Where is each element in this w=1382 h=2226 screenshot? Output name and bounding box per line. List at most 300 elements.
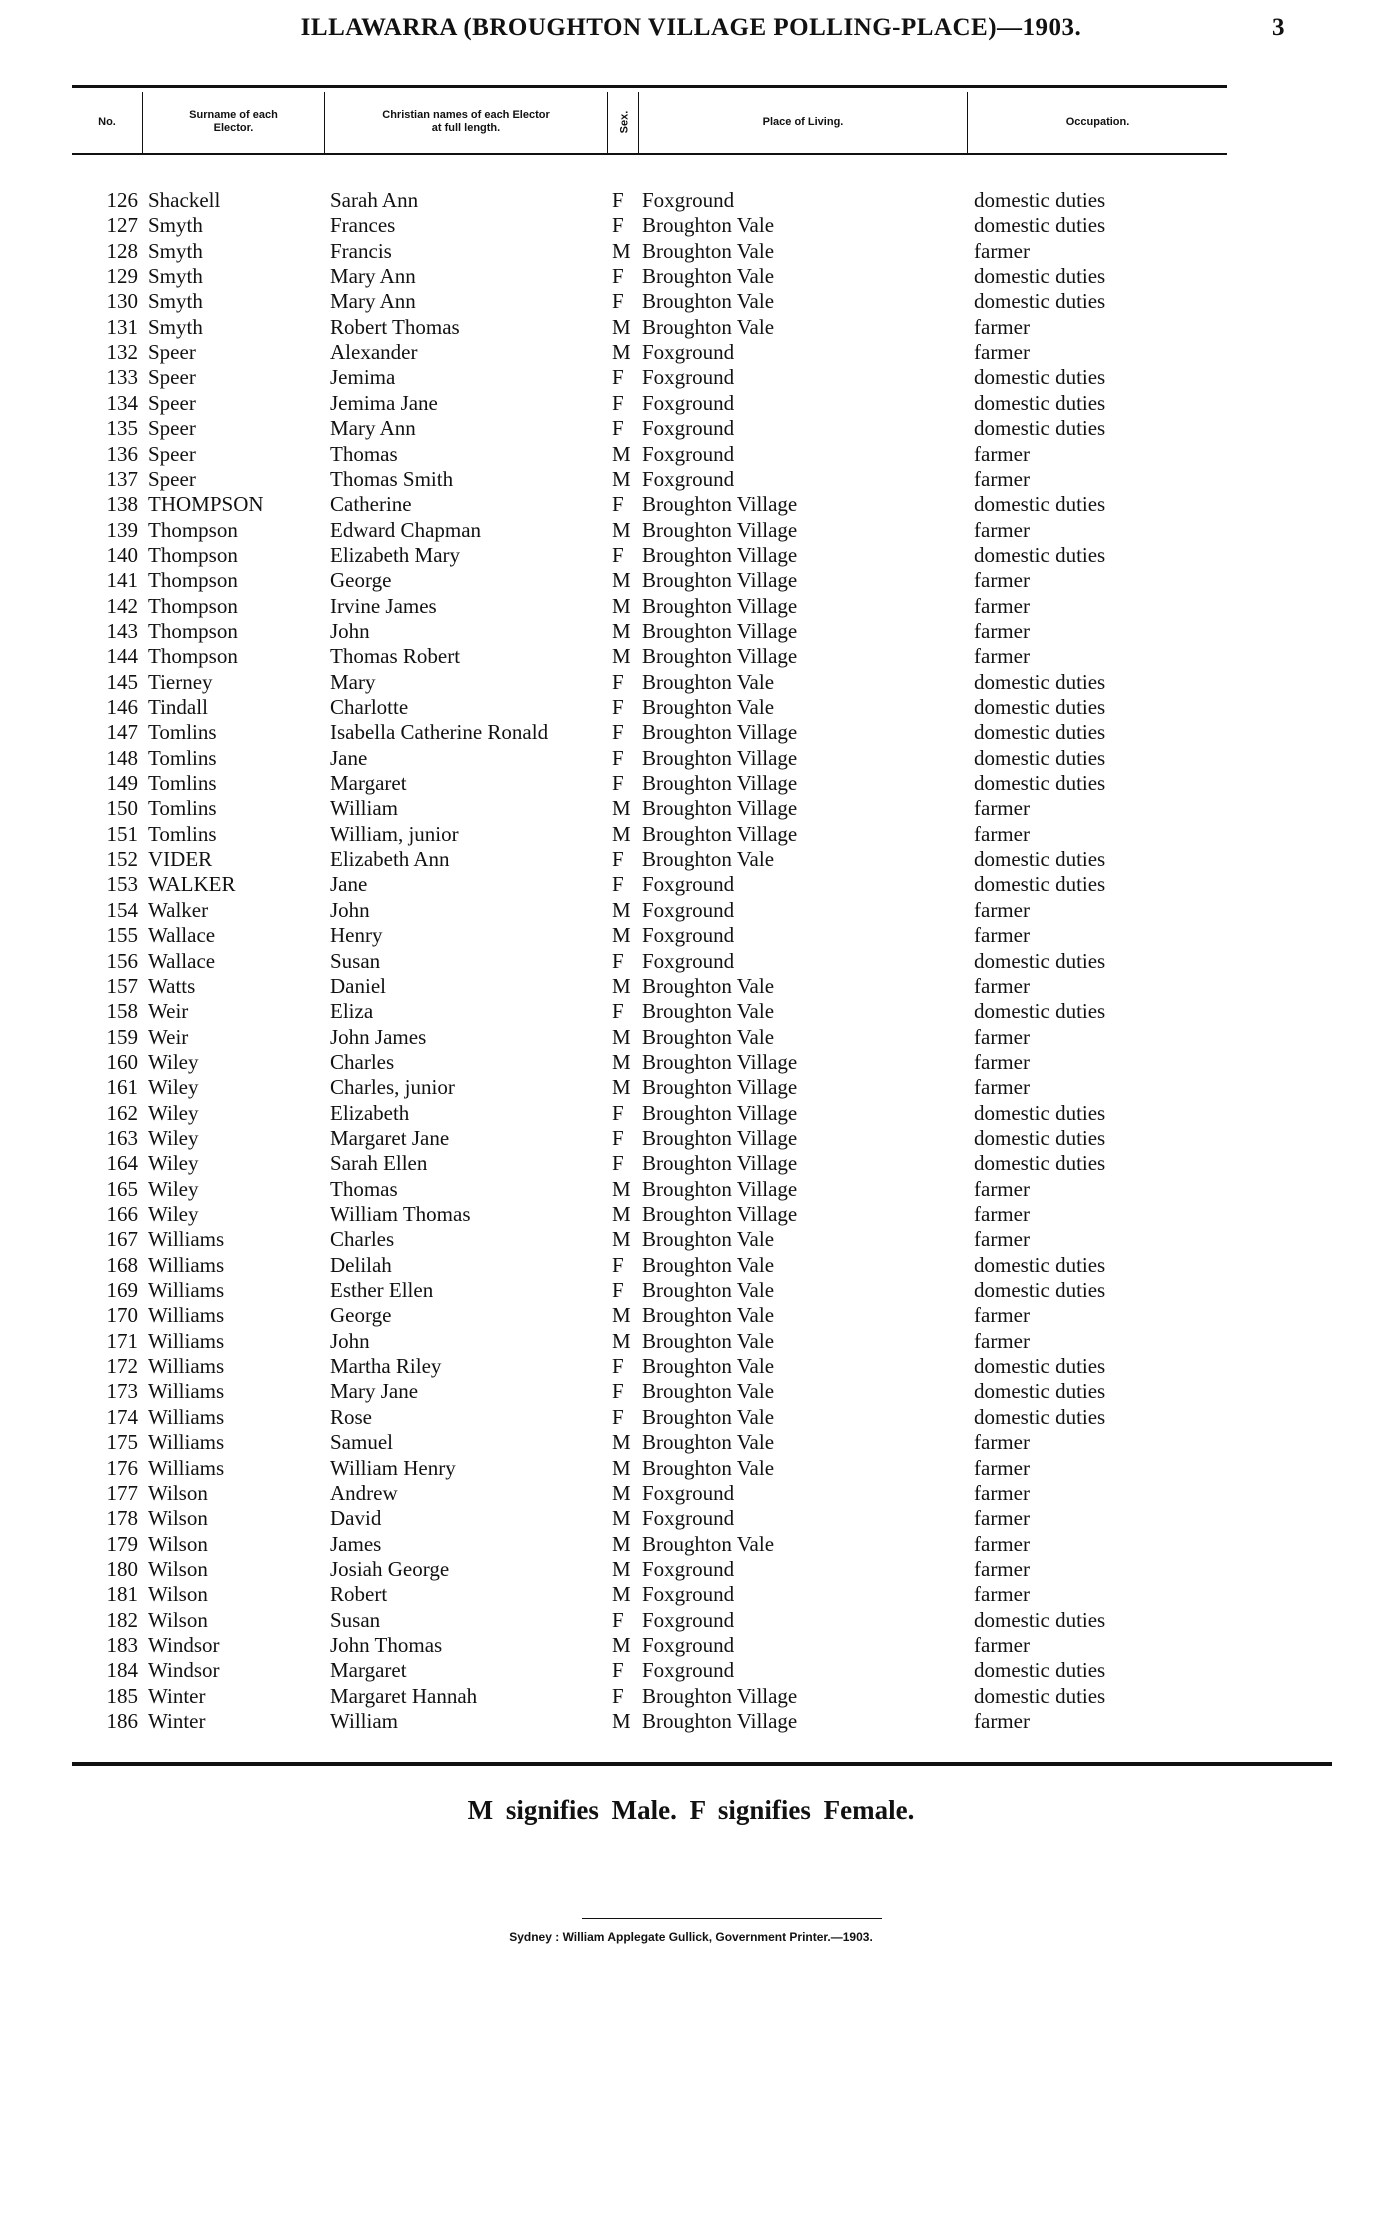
table-row — [0, 543, 1382, 568]
column-header-sex — [612, 92, 636, 152]
elector-sex: M — [612, 1075, 631, 1099]
elector-christian-names: Esther Ellen — [330, 1278, 434, 1302]
elector-sex: M — [612, 898, 631, 922]
table-row — [0, 239, 1382, 264]
elector-number: 155 — [106, 923, 138, 947]
elector-occupation: farmer — [974, 898, 1030, 922]
table-row — [0, 999, 1382, 1024]
elector-sex: M — [612, 442, 631, 466]
elector-christian-names: Margaret Hannah — [330, 1684, 478, 1708]
elector-number: 161 — [106, 1075, 138, 1099]
elector-number: 175 — [106, 1430, 138, 1454]
elector-occupation: domestic duties — [974, 1405, 1106, 1429]
elector-surname: Windsor — [148, 1633, 220, 1657]
table-row — [0, 1050, 1382, 1075]
elector-christian-names: Mary — [330, 670, 376, 694]
elector-place-of-living: Broughton Vale — [642, 1379, 775, 1403]
table-row — [0, 619, 1382, 644]
elector-surname: Wallace — [148, 949, 216, 973]
elector-christian-names: Sarah Ellen — [330, 1151, 428, 1175]
elector-christian-names: Josiah George — [330, 1557, 450, 1581]
elector-christian-names: Martha Riley — [330, 1354, 442, 1378]
elector-place-of-living: Broughton Vale — [642, 1456, 775, 1480]
elector-christian-names: Charles, junior — [330, 1075, 455, 1099]
elector-place-of-living: Broughton Village — [642, 594, 798, 618]
elector-number: 156 — [106, 949, 138, 973]
elector-christian-names: Thomas Robert — [330, 644, 461, 668]
elector-number: 169 — [106, 1278, 138, 1302]
table-row — [0, 1582, 1382, 1607]
elector-christian-names: James — [330, 1532, 382, 1556]
elector-place-of-living: Broughton Vale — [642, 695, 775, 719]
elector-sex: F — [612, 1126, 624, 1150]
elector-surname: Wilson — [148, 1506, 208, 1530]
elector-surname: Williams — [148, 1253, 225, 1277]
elector-place-of-living: Foxground — [642, 1557, 735, 1581]
elector-number: 138 — [106, 492, 138, 516]
elector-number: 129 — [106, 264, 138, 288]
elector-surname: Walker — [148, 898, 209, 922]
elector-number: 178 — [106, 1506, 138, 1530]
elector-christian-names: Edward Chapman — [330, 518, 482, 542]
elector-number: 134 — [106, 391, 138, 415]
elector-occupation: domestic duties — [974, 771, 1106, 795]
column-header-place: Place of Living. — [762, 115, 844, 128]
elector-christian-names: Henry — [330, 923, 383, 947]
elector-place-of-living: Foxground — [642, 467, 735, 491]
table-row — [0, 340, 1382, 365]
elector-christian-names: Robert — [330, 1582, 388, 1606]
elector-number: 159 — [106, 1025, 138, 1049]
elector-christian-names: Thomas — [330, 442, 398, 466]
elector-place-of-living: Foxground — [642, 1481, 735, 1505]
elector-christian-names: Samuel — [330, 1430, 393, 1454]
elector-number: 183 — [106, 1633, 138, 1657]
elector-place-of-living: Broughton Vale — [642, 1532, 775, 1556]
elector-sex: F — [612, 1379, 624, 1403]
elector-occupation: farmer — [974, 796, 1030, 820]
table-row — [0, 1354, 1382, 1379]
elector-occupation: domestic duties — [974, 1354, 1106, 1378]
elector-christian-names: Delilah — [330, 1253, 392, 1277]
table-row — [0, 213, 1382, 238]
elector-surname: Wiley — [148, 1151, 199, 1175]
elector-christian-names: George — [330, 568, 392, 592]
table-row — [0, 1253, 1382, 1278]
elector-occupation: farmer — [974, 1050, 1030, 1074]
elector-place-of-living: Broughton Vale — [642, 1405, 775, 1429]
elector-surname: Tomlins — [148, 746, 217, 770]
elector-surname: Williams — [148, 1303, 225, 1327]
elector-place-of-living: Broughton Village — [642, 1126, 798, 1150]
elector-occupation: domestic duties — [974, 365, 1106, 389]
elector-number: 141 — [106, 568, 138, 592]
elector-place-of-living: Broughton Vale — [642, 1227, 775, 1251]
elector-christian-names: Mary Jane — [330, 1379, 419, 1403]
elector-occupation: domestic duties — [974, 1658, 1106, 1682]
elector-place-of-living: Broughton Vale — [642, 213, 775, 237]
elector-occupation: farmer — [974, 518, 1030, 542]
elector-occupation: domestic duties — [974, 1253, 1106, 1277]
elector-number: 171 — [106, 1329, 138, 1353]
elector-number: 164 — [106, 1151, 138, 1175]
elector-occupation: farmer — [974, 1481, 1030, 1505]
elector-surname: THOMPSON — [148, 492, 264, 516]
table-row — [0, 594, 1382, 619]
elector-sex: M — [612, 594, 631, 618]
elector-occupation: domestic duties — [974, 1151, 1106, 1175]
elector-number: 150 — [106, 796, 138, 820]
elector-christian-names: Rose — [330, 1405, 372, 1429]
elector-sex: F — [612, 1101, 624, 1125]
elector-christian-names: William — [330, 796, 398, 820]
elector-number: 143 — [106, 619, 138, 643]
elector-surname: Smyth — [148, 264, 203, 288]
elector-place-of-living: Broughton Vale — [642, 670, 775, 694]
elector-christian-names: Daniel — [330, 974, 386, 998]
elector-occupation: domestic duties — [974, 695, 1106, 719]
elector-place-of-living: Broughton Village — [642, 1684, 798, 1708]
elector-number: 184 — [106, 1658, 138, 1682]
elector-number: 177 — [106, 1481, 138, 1505]
elector-christian-names: William, junior — [330, 822, 459, 846]
elector-christian-names: Mary Ann — [330, 289, 416, 313]
table-row — [0, 1329, 1382, 1354]
elector-surname: Wiley — [148, 1075, 199, 1099]
elector-sex: M — [612, 822, 631, 846]
elector-christian-names: Thomas Smith — [330, 467, 454, 491]
elector-sex: F — [612, 391, 624, 415]
elector-sex: M — [612, 239, 631, 263]
header-bottom-rule — [72, 153, 1227, 155]
elector-sex: M — [612, 923, 631, 947]
elector-christian-names: John Thomas — [330, 1633, 443, 1657]
elector-place-of-living: Broughton Vale — [642, 847, 775, 871]
elector-occupation: domestic duties — [974, 264, 1106, 288]
elector-place-of-living: Broughton Vale — [642, 1278, 775, 1302]
elector-christian-names: Margaret — [330, 771, 407, 795]
elector-occupation: farmer — [974, 923, 1030, 947]
elector-surname: Tomlins — [148, 822, 217, 846]
elector-sex: M — [612, 1582, 631, 1606]
elector-number: 147 — [106, 720, 138, 744]
elector-number: 139 — [106, 518, 138, 542]
table-row — [0, 315, 1382, 340]
table-row — [0, 720, 1382, 745]
elector-sex: M — [612, 568, 631, 592]
elector-place-of-living: Foxground — [642, 1633, 735, 1657]
table-row — [0, 822, 1382, 847]
elector-occupation: farmer — [974, 1532, 1030, 1556]
elector-number: 160 — [106, 1050, 138, 1074]
elector-occupation: domestic duties — [974, 949, 1106, 973]
elector-christian-names: William — [330, 1709, 398, 1733]
elector-place-of-living: Broughton Vale — [642, 239, 775, 263]
table-row — [0, 1075, 1382, 1100]
elector-surname: Weir — [148, 999, 189, 1023]
table-row — [0, 1227, 1382, 1252]
elector-sex: F — [612, 949, 624, 973]
elector-place-of-living: Foxground — [642, 340, 735, 364]
elector-occupation: domestic duties — [974, 1608, 1106, 1632]
elector-surname: Watts — [148, 974, 196, 998]
elector-occupation: farmer — [974, 340, 1030, 364]
elector-occupation: domestic duties — [974, 1278, 1106, 1302]
elector-occupation: domestic duties — [974, 872, 1106, 896]
table-row — [0, 1658, 1382, 1683]
elector-sex: F — [612, 1684, 624, 1708]
elector-place-of-living: Foxground — [642, 1658, 735, 1682]
elector-number: 163 — [106, 1126, 138, 1150]
table-row — [0, 568, 1382, 593]
table-row — [0, 1684, 1382, 1709]
table-row — [0, 1151, 1382, 1176]
table-row — [0, 746, 1382, 771]
elector-surname: Wiley — [148, 1202, 199, 1226]
elector-place-of-living: Foxground — [642, 923, 735, 947]
elector-surname: Speer — [148, 391, 196, 415]
elector-number: 142 — [106, 594, 138, 618]
elector-surname: Speer — [148, 442, 196, 466]
elector-surname: Speer — [148, 416, 196, 440]
elector-christian-names: Elizabeth — [330, 1101, 410, 1125]
table-row — [0, 847, 1382, 872]
elector-sex: F — [612, 213, 624, 237]
elector-number: 167 — [106, 1227, 138, 1251]
elector-christian-names: Francis — [330, 239, 392, 263]
elector-christian-names: Jane — [330, 746, 368, 770]
elector-place-of-living: Broughton Vale — [642, 974, 775, 998]
elector-sex: F — [612, 720, 624, 744]
elector-occupation: farmer — [974, 1227, 1030, 1251]
elector-number: 185 — [106, 1684, 138, 1708]
elector-place-of-living: Broughton Village — [642, 746, 798, 770]
elector-sex: M — [612, 1481, 631, 1505]
elector-christian-names: George — [330, 1303, 392, 1327]
elector-sex: M — [612, 1709, 631, 1733]
elector-number: 168 — [106, 1253, 138, 1277]
elector-christian-names: Charles — [330, 1050, 395, 1074]
imprint-rule — [582, 1918, 882, 1919]
elector-surname: Wiley — [148, 1101, 199, 1125]
elector-christian-names: Irvine James — [330, 594, 437, 618]
elector-sex: F — [612, 1608, 624, 1632]
elector-christian-names: Susan — [330, 1608, 381, 1632]
elector-surname: Tomlins — [148, 796, 217, 820]
elector-surname: Thompson — [148, 619, 238, 643]
elector-number: 153 — [106, 872, 138, 896]
elector-occupation: domestic duties — [974, 720, 1106, 744]
elector-number: 135 — [106, 416, 138, 440]
elector-christian-names: John — [330, 619, 370, 643]
header-top-rule — [72, 85, 1227, 88]
table-row — [0, 467, 1382, 492]
elector-place-of-living: Broughton Village — [642, 492, 798, 516]
elector-occupation: domestic duties — [974, 188, 1106, 212]
elector-surname: Winter — [148, 1684, 206, 1708]
elector-sex: F — [612, 1253, 624, 1277]
elector-sex: M — [612, 467, 631, 491]
table-row — [0, 923, 1382, 948]
printer-imprint: Sydney : William Applegate Gullick, Government Printer.—1903. — [509, 1930, 873, 1944]
table-row — [0, 442, 1382, 467]
elector-number: 166 — [106, 1202, 138, 1226]
elector-sex: F — [612, 771, 624, 795]
table-row — [0, 1608, 1382, 1633]
elector-occupation: farmer — [974, 1633, 1030, 1657]
table-row — [0, 1506, 1382, 1531]
elector-number: 137 — [106, 467, 138, 491]
elector-christian-names: Charles — [330, 1227, 395, 1251]
elector-sex: M — [612, 1633, 631, 1657]
elector-occupation: domestic duties — [974, 1126, 1106, 1150]
elector-sex: F — [612, 543, 624, 567]
elector-number: 132 — [106, 340, 138, 364]
elector-sex: M — [612, 796, 631, 820]
elector-sex: F — [612, 188, 624, 212]
table-row — [0, 695, 1382, 720]
elector-christian-names: William Henry — [330, 1456, 456, 1480]
elector-surname: Thompson — [148, 644, 238, 668]
elector-place-of-living: Foxground — [642, 365, 735, 389]
table-row — [0, 1481, 1382, 1506]
elector-place-of-living: Foxground — [642, 949, 735, 973]
elector-number: 173 — [106, 1379, 138, 1403]
elector-occupation: farmer — [974, 1202, 1030, 1226]
table-row — [0, 771, 1382, 796]
elector-place-of-living: Broughton Village — [642, 1177, 798, 1201]
elector-place-of-living: Broughton Village — [642, 1075, 798, 1099]
elector-occupation: domestic duties — [974, 492, 1106, 516]
table-row — [0, 796, 1382, 821]
elector-sex: M — [612, 1303, 631, 1327]
elector-sex: F — [612, 1354, 624, 1378]
table-row — [0, 492, 1382, 517]
elector-christian-names: Andrew — [330, 1481, 398, 1505]
elector-place-of-living: Foxground — [642, 1582, 735, 1606]
elector-place-of-living: Foxground — [642, 442, 735, 466]
table-row — [0, 365, 1382, 390]
elector-christian-names: William Thomas — [330, 1202, 471, 1226]
elector-occupation: domestic duties — [974, 391, 1106, 415]
elector-christian-names: Jane — [330, 872, 368, 896]
elector-occupation: farmer — [974, 1075, 1030, 1099]
elector-place-of-living: Broughton Vale — [642, 999, 775, 1023]
elector-surname: Speer — [148, 467, 196, 491]
elector-occupation: farmer — [974, 568, 1030, 592]
elector-occupation: farmer — [974, 619, 1030, 643]
table-row — [0, 974, 1382, 999]
elector-surname: Windsor — [148, 1658, 220, 1682]
table-row — [0, 289, 1382, 314]
elector-christian-names: Mary Ann — [330, 264, 416, 288]
elector-surname: Tindall — [148, 695, 208, 719]
table-row — [0, 872, 1382, 897]
elector-number: 128 — [106, 239, 138, 263]
elector-place-of-living: Broughton Village — [642, 518, 798, 542]
elector-occupation: domestic duties — [974, 1101, 1106, 1125]
elector-number: 180 — [106, 1557, 138, 1581]
elector-sex: M — [612, 340, 631, 364]
elector-number: 162 — [106, 1101, 138, 1125]
elector-surname: Speer — [148, 340, 196, 364]
elector-place-of-living: Broughton Vale — [642, 289, 775, 313]
table-row — [0, 1430, 1382, 1455]
elector-christian-names: Frances — [330, 213, 396, 237]
elector-surname: Wilson — [148, 1582, 208, 1606]
elector-number: 172 — [106, 1354, 138, 1378]
elector-occupation: domestic duties — [974, 1684, 1106, 1708]
elector-number: 140 — [106, 543, 138, 567]
elector-surname: Williams — [148, 1278, 225, 1302]
elector-number: 154 — [106, 898, 138, 922]
elector-sex: F — [612, 492, 624, 516]
column-header-no: No. — [98, 115, 116, 128]
elector-sex: F — [612, 1278, 624, 1302]
elector-surname: Wilson — [148, 1557, 208, 1581]
elector-place-of-living: Broughton Vale — [642, 315, 775, 339]
elector-number: 151 — [106, 822, 138, 846]
elector-surname: Williams — [148, 1430, 225, 1454]
elector-surname: VIDER — [148, 847, 213, 871]
elector-occupation: domestic duties — [974, 543, 1106, 567]
elector-surname: Tomlins — [148, 771, 217, 795]
elector-number: 148 — [106, 746, 138, 770]
elector-christian-names: Margaret — [330, 1658, 407, 1682]
table-row — [0, 1557, 1382, 1582]
elector-occupation: farmer — [974, 315, 1030, 339]
elector-place-of-living: Broughton Village — [642, 1050, 798, 1074]
elector-christian-names: Alexander — [330, 340, 418, 364]
elector-surname: Williams — [148, 1379, 225, 1403]
elector-place-of-living: Foxground — [642, 416, 735, 440]
elector-number: 146 — [106, 695, 138, 719]
elector-place-of-living: Broughton Vale — [642, 1354, 775, 1378]
elector-sex: F — [612, 1658, 624, 1682]
elector-number: 181 — [106, 1582, 138, 1606]
elector-place-of-living: Broughton Village — [642, 1709, 798, 1733]
elector-sex: F — [612, 999, 624, 1023]
table-row — [0, 1532, 1382, 1557]
elector-surname: Smyth — [148, 315, 203, 339]
table-row — [0, 1405, 1382, 1430]
elector-number: 149 — [106, 771, 138, 795]
elector-sex: M — [612, 644, 631, 668]
elector-sex: F — [612, 365, 624, 389]
elector-number: 130 — [106, 289, 138, 313]
elector-occupation: farmer — [974, 1025, 1030, 1049]
elector-number: 152 — [106, 847, 138, 871]
column-divider — [607, 92, 608, 154]
elector-place-of-living: Broughton Vale — [642, 1025, 775, 1049]
elector-number: 144 — [106, 644, 138, 668]
elector-sex: M — [612, 1177, 631, 1201]
elector-number: 158 — [106, 999, 138, 1023]
elector-occupation: farmer — [974, 442, 1030, 466]
elector-occupation: domestic duties — [974, 670, 1106, 694]
elector-occupation: domestic duties — [974, 213, 1106, 237]
elector-number: 145 — [106, 670, 138, 694]
elector-occupation: farmer — [974, 1582, 1030, 1606]
elector-christian-names: Thomas — [330, 1177, 398, 1201]
elector-sex: F — [612, 847, 624, 871]
elector-surname: Smyth — [148, 289, 203, 313]
table-row — [0, 518, 1382, 543]
elector-occupation: farmer — [974, 1430, 1030, 1454]
elector-surname: Thompson — [148, 594, 238, 618]
table-row — [0, 391, 1382, 416]
table-row — [0, 1456, 1382, 1481]
